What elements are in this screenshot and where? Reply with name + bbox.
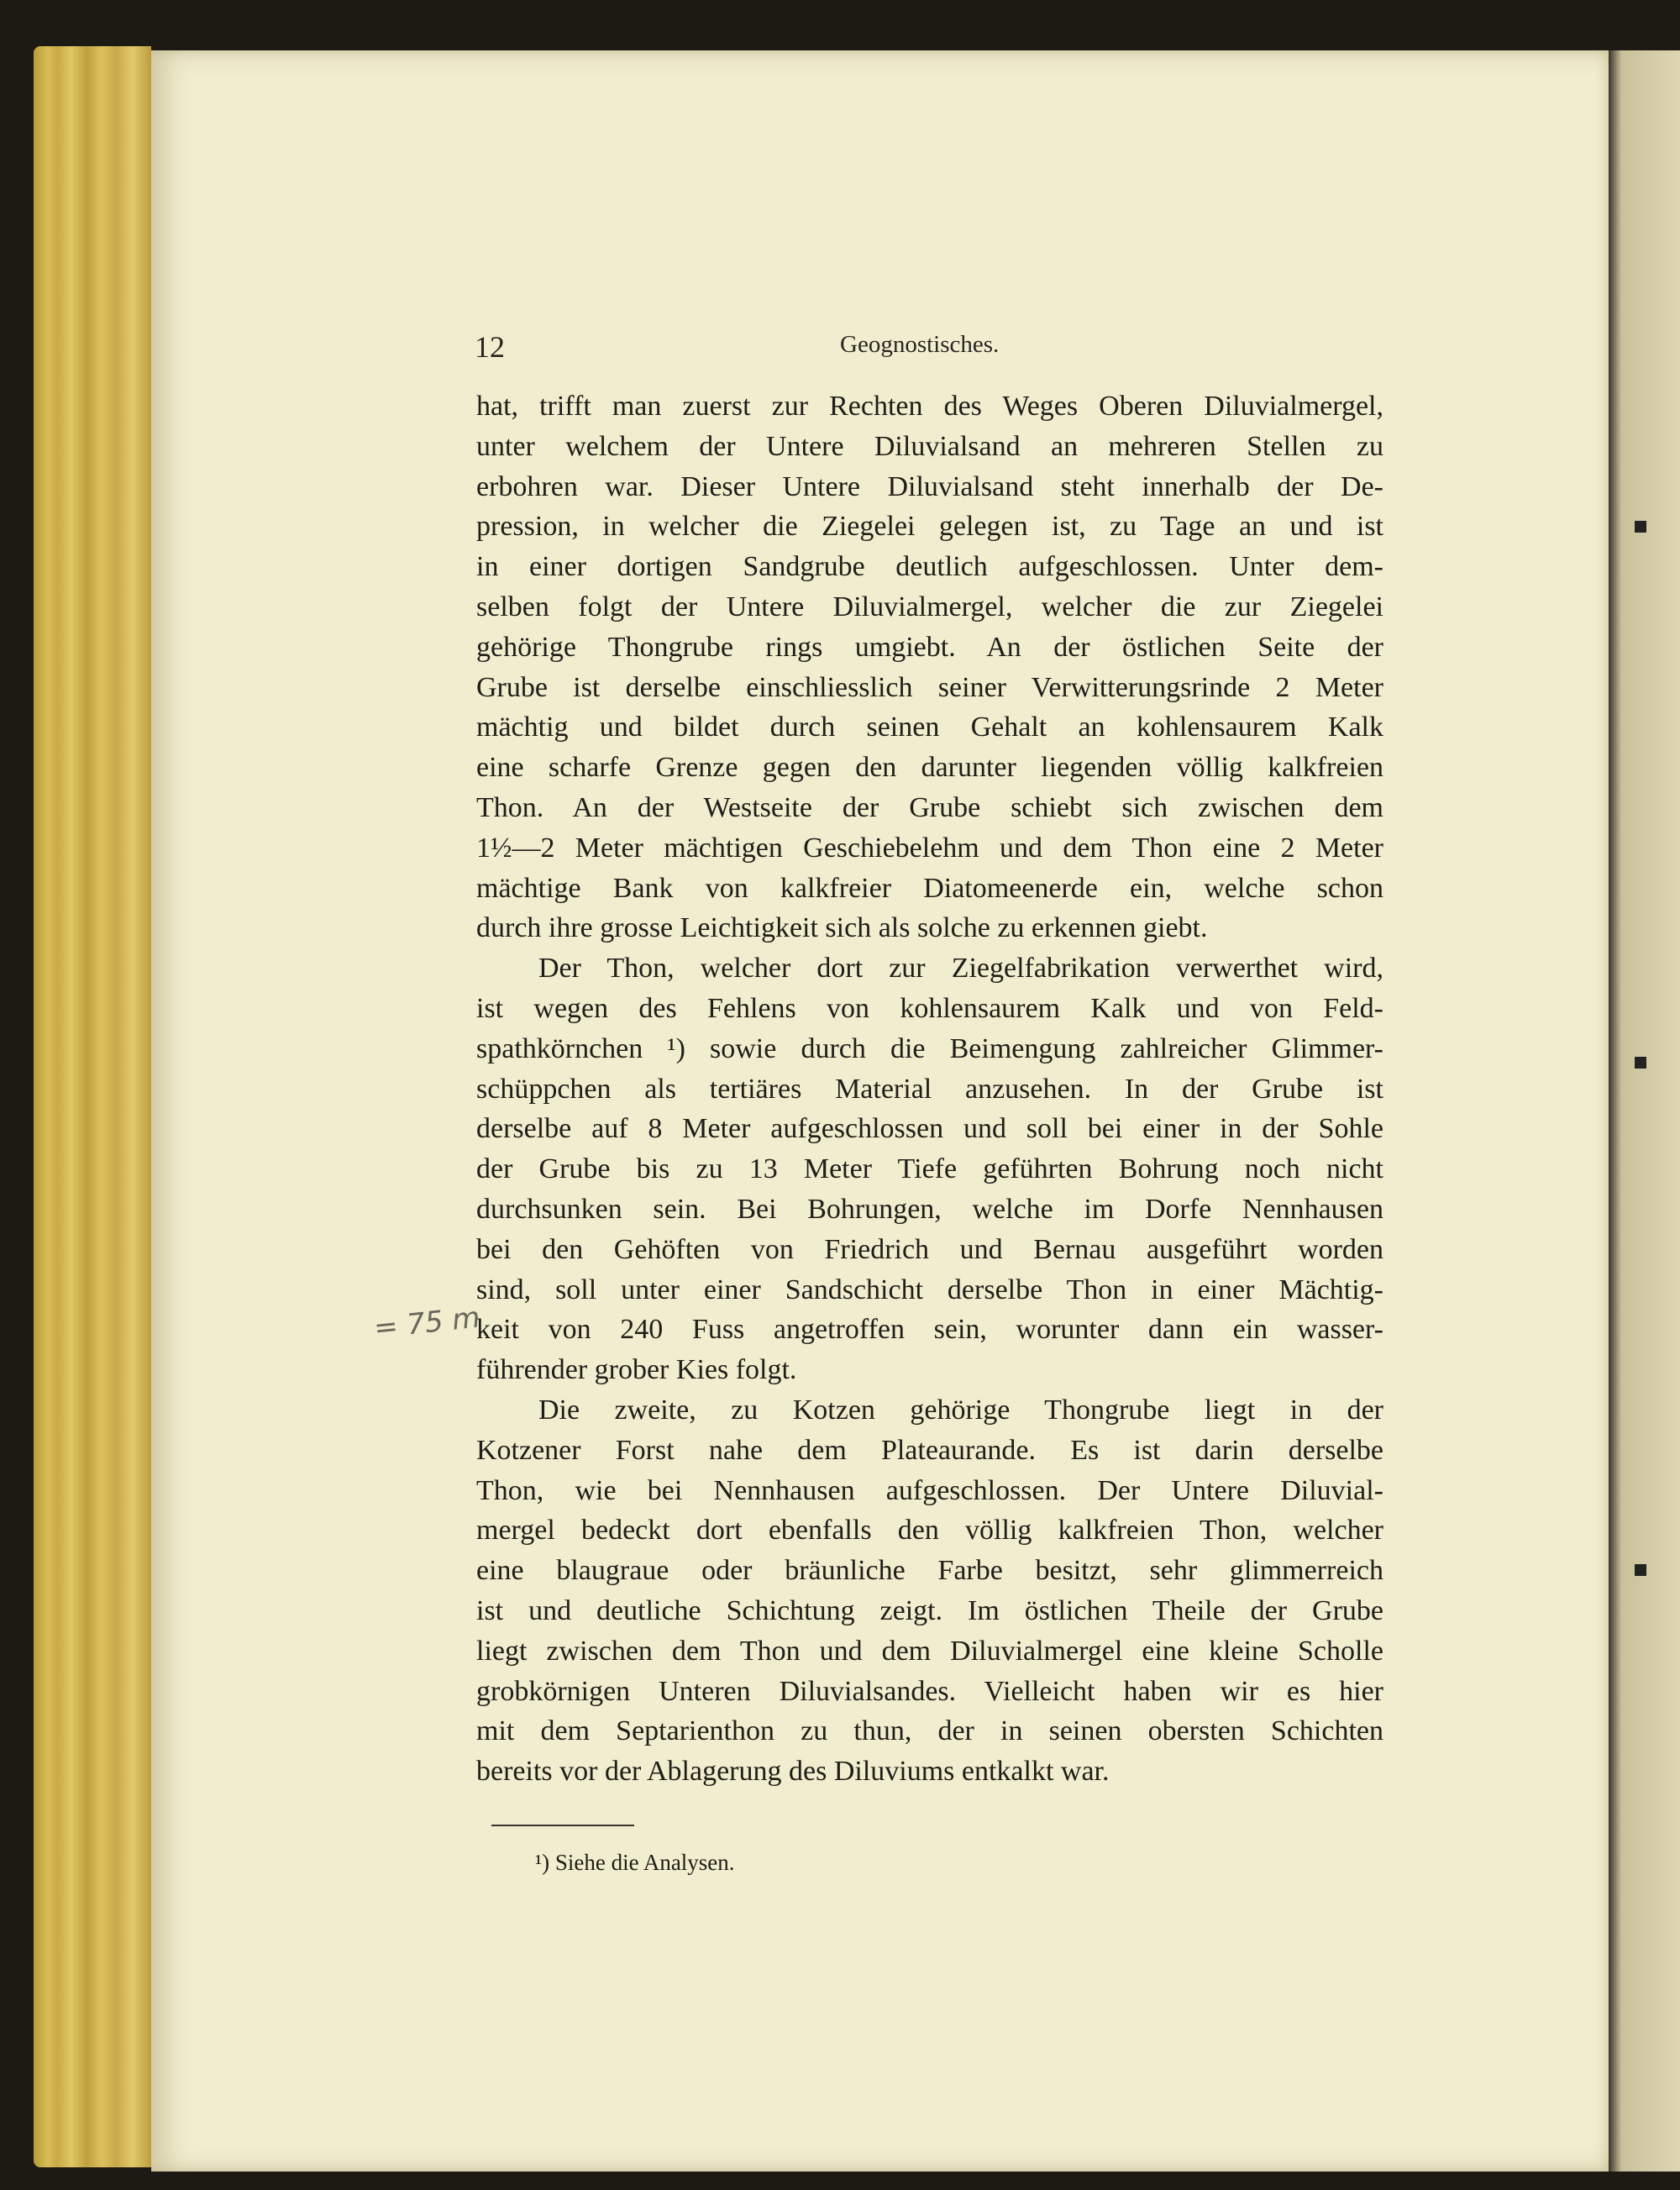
- text-line: mergel bedeckt dort ebenfalls den völlig kalkfreien Thon, welcher: [476, 1515, 1383, 1547]
- footnote: ¹) Siehe die Analysen.: [535, 1850, 735, 1875]
- footnote-rule: [491, 1825, 634, 1826]
- text-line: Thon, wie bei Nennhausen aufgeschlossen. Der Untere Diluvial-: [476, 1474, 1383, 1506]
- text-line: unter welchem der Untere Diluvialsand an mehreren Stellen zu: [476, 430, 1383, 462]
- text-line: mit dem Septarienthon zu thun, der in seinen obersten Schichten: [476, 1715, 1383, 1747]
- body-text: [476, 386, 1383, 1792]
- text-line: mächtig und bildet durch seinen Gehalt an kohlensaurem Kalk: [476, 712, 1383, 743]
- text-line: durchsunken sein. Bei Bohrungen, welche im Dorfe Nennhausen: [476, 1193, 1383, 1225]
- text-line: keit von 240 Fuss angetroffen sein, worunter dann ein wasser-: [476, 1314, 1383, 1346]
- adjacent-page-edge: [1609, 50, 1680, 2172]
- text-line: 1½—2 Meter mächtigen Geschiebelehm und dem Thon eine 2 Meter: [476, 832, 1383, 864]
- text-line: in einer dortigen Sandgrube deutlich aufgeschlossen. Unter dem-: [476, 551, 1383, 583]
- running-head: Geognostisches.: [840, 331, 1000, 358]
- text-line: führender grober Kies folgt.: [476, 1354, 797, 1386]
- text-line: der Grube bis zu 13 Meter Tiefe geführten Bohrung noch nicht: [476, 1153, 1383, 1185]
- text-line: Thon. An der Westseite der Grube schiebt sich zwischen dem: [476, 791, 1383, 823]
- page-number: 12: [475, 330, 505, 364]
- text-line: Grube ist derselbe einschliesslich seiner Verwitterungsrinde 2 Meter: [476, 671, 1383, 703]
- text-line: bereits vor der Ablagerung des Diluviums entkalkt war.: [476, 1756, 1110, 1788]
- book-page-edges: [34, 46, 151, 2167]
- text-line: liegt zwischen dem Thon und dem Diluvialmergel eine kleine Scholle: [476, 1635, 1383, 1667]
- text-line: derselbe auf 8 Meter aufgeschlossen und soll bei einer in der Sohle: [476, 1113, 1383, 1145]
- text-line: Der Thon, welcher dort zur Ziegelfabrikation verwerthet wird,: [538, 953, 1383, 985]
- paragraph: [476, 948, 1383, 1390]
- text-line: ist und deutliche Schichtung zeigt. Im östlichen Theile der Grube: [476, 1594, 1383, 1626]
- text-line: grobkörnigen Unteren Diluvialsandes. Vielleicht haben wir es hier: [476, 1675, 1383, 1707]
- text-line: Kotzener Forst nahe dem Plateaurande. Es ist darin derselbe: [476, 1434, 1383, 1466]
- text-line: mächtige Bank von kalkfreier Diatomeenerde ein, welche schon: [476, 872, 1383, 904]
- page-tab-marker: [1635, 521, 1646, 533]
- page-tab-marker: [1635, 1057, 1646, 1069]
- handwritten-margin-note: = 75 m: [372, 1300, 482, 1346]
- page-tab-marker: [1635, 1564, 1646, 1576]
- text-line: ist wegen des Fehlens von kohlensaurem Kalk und von Feld-: [476, 992, 1383, 1024]
- paragraph: [476, 1390, 1383, 1792]
- text-line: pression, in welcher die Ziegelei gelegen ist, zu Tage an und ist: [476, 511, 1383, 543]
- text-line: sind, soll unter einer Sandschicht derselbe Thon in einer Mächtig-: [476, 1274, 1383, 1305]
- text-line: gehörige Thongrube rings umgiebt. An der östlichen Seite der: [476, 631, 1383, 663]
- text-line: erbohren war. Dieser Untere Diluvialsand steht innerhalb der De-: [476, 470, 1383, 502]
- text-line: hat, trifft man zuerst zur Rechten des Weges Oberen Diluvialmergel,: [476, 391, 1383, 422]
- text-line: Die zweite, zu Kotzen gehörige Thongrube liegt in der: [538, 1394, 1383, 1426]
- text-line: durch ihre grosse Leichtigkeit sich als solche zu erkennen giebt.: [476, 912, 1208, 944]
- text-line: eine blaugraue oder bräunliche Farbe besitzt, sehr glimmerreich: [476, 1555, 1383, 1587]
- text-line: bei den Gehöften von Friedrich und Bernau ausgeführt worden: [476, 1233, 1383, 1265]
- text-line: schüppchen als tertiäres Material anzusehen. In der Grube ist: [476, 1073, 1383, 1105]
- text-line: eine scharfe Grenze gegen den darunter liegenden völlig kalkfreien: [476, 752, 1383, 784]
- text-line: spathkörnchen ¹) sowie durch die Beimengung zahlreicher Glimmer-: [476, 1032, 1383, 1064]
- page-header: [475, 329, 1382, 371]
- paragraph: [476, 386, 1383, 948]
- text-line: selben folgt der Untere Diluvialmergel, welcher die zur Ziegelei: [476, 591, 1383, 622]
